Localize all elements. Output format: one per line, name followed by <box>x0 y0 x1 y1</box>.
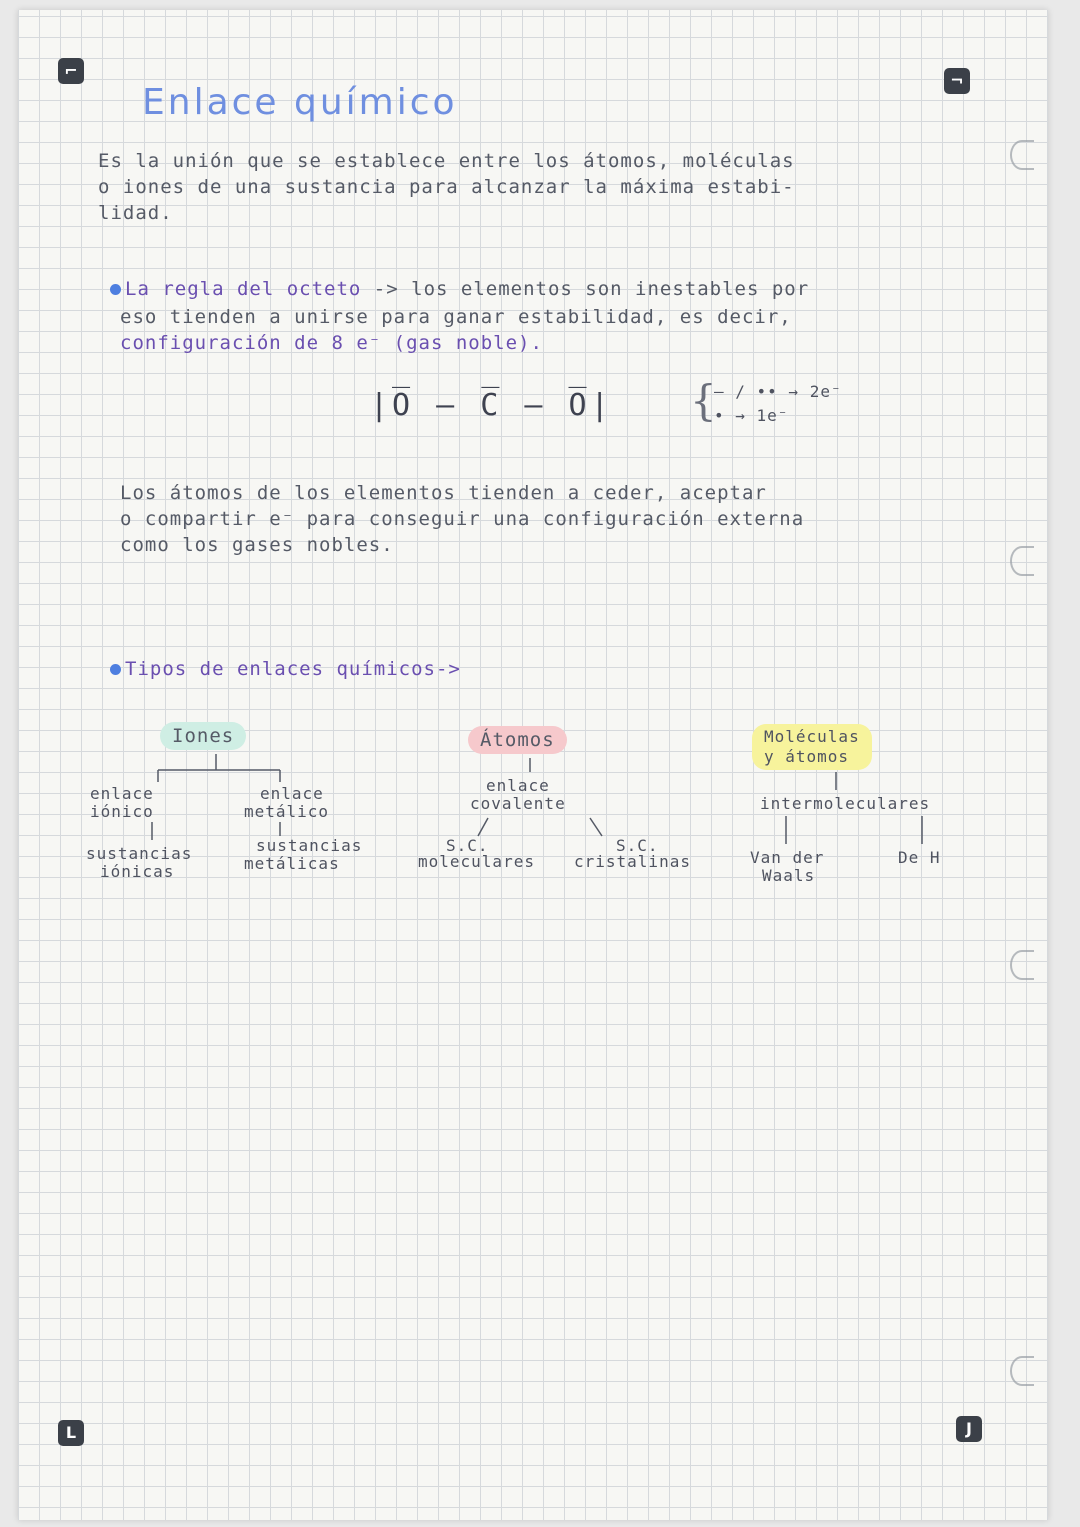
node-moleculas-line-1: Moléculas <box>764 727 860 746</box>
node-enlace-metalico-1: enlace <box>260 784 324 803</box>
binder-hole <box>1010 140 1034 170</box>
node-iones: Iones <box>160 722 246 750</box>
node-enlace-ionico-2: iónico <box>90 802 154 821</box>
page-title: Enlace químico <box>142 82 458 123</box>
legend-brace: { <box>690 376 718 425</box>
connector-covalente <box>478 818 602 836</box>
atoms-line-2: o compartir e⁻ para conseguir una configuración externa <box>120 508 805 530</box>
octet-rule-line-1 <box>110 278 809 300</box>
octet-rule-arrow: -> <box>373 278 399 300</box>
node-enlace-metalico-2: metálico <box>244 802 330 821</box>
node-enlace-covalente-2: covalente <box>470 794 566 813</box>
connector-iones <box>158 754 280 782</box>
node-sc-cristalinas-1: S.C. <box>616 836 659 855</box>
lewis-structure-co2: |O̅ — C̅ — O̅| <box>370 388 613 423</box>
node-sustancias-ionicas-1: sustancias <box>86 844 193 863</box>
bullet-dot <box>110 664 121 675</box>
tree-connectors <box>18 10 1048 1520</box>
node-enlace-ionico-1: enlace <box>90 784 154 803</box>
octet-rule-line-3: configuración de 8 e⁻ (gas noble). <box>120 332 543 354</box>
types-heading <box>110 658 461 680</box>
node-enlace-covalente-1: enlace <box>486 776 550 795</box>
node-sustancias-ionicas-2: iónicas <box>100 862 175 881</box>
corner-mark-top-left: ⌐ <box>58 58 84 84</box>
node-moleculas-atomos <box>752 724 872 770</box>
octet-rule-line-2: eso tienden a unirse para ganar estabilidad, es decir, <box>120 306 792 328</box>
types-heading-text: Tipos de enlaces químicos-> <box>125 658 461 680</box>
node-moleculas-line-2: y átomos <box>764 747 850 766</box>
corner-mark-bottom-left: L <box>58 1420 84 1446</box>
notebook-page <box>18 10 1048 1520</box>
node-van-der-waals-1: Van der <box>750 848 825 867</box>
octet-rule-term: La regla del octeto <box>125 278 362 300</box>
node-sustancias-metalicas-2: metálicas <box>244 854 340 873</box>
node-sc-moleculares-1: S.C. <box>446 836 489 855</box>
corner-mark-top-right: ¬ <box>944 68 970 94</box>
legend-single-electron: • → 1e⁻ <box>714 406 789 425</box>
binder-hole <box>1010 1356 1034 1386</box>
intro-line-1: Es la unión que se establece entre los átomos, moléculas <box>98 150 795 172</box>
legend-electron-pair: — / •• → 2e⁻ <box>714 382 842 401</box>
binder-hole <box>1010 950 1034 980</box>
atoms-line-3: como los gases nobles. <box>120 534 394 556</box>
binder-hole <box>1010 546 1034 576</box>
intro-line-3: lidad. <box>98 202 173 224</box>
atoms-line-1: Los átomos de los elementos tienden a ceder, aceptar <box>120 482 767 504</box>
node-sc-cristalinas-2: cristalinas <box>574 852 691 871</box>
node-puentes-de-h: De H <box>898 848 941 867</box>
node-intermoleculares: intermoleculares <box>760 794 931 813</box>
node-van-der-waals-2: Waals <box>762 866 816 885</box>
bullet-dot <box>110 284 121 295</box>
octet-rule-text: los elementos son inestables por <box>411 278 810 300</box>
intro-line-2: o iones de una sustancia para alcanzar la máxima estabi- <box>98 176 795 198</box>
corner-mark-bottom-right: J <box>956 1416 982 1442</box>
node-sc-moleculares-2: moleculares <box>418 852 535 871</box>
connector-intermoleculares <box>786 816 922 844</box>
node-atomos: Átomos <box>468 726 567 754</box>
node-sustancias-metalicas-1: sustancias <box>256 836 363 855</box>
